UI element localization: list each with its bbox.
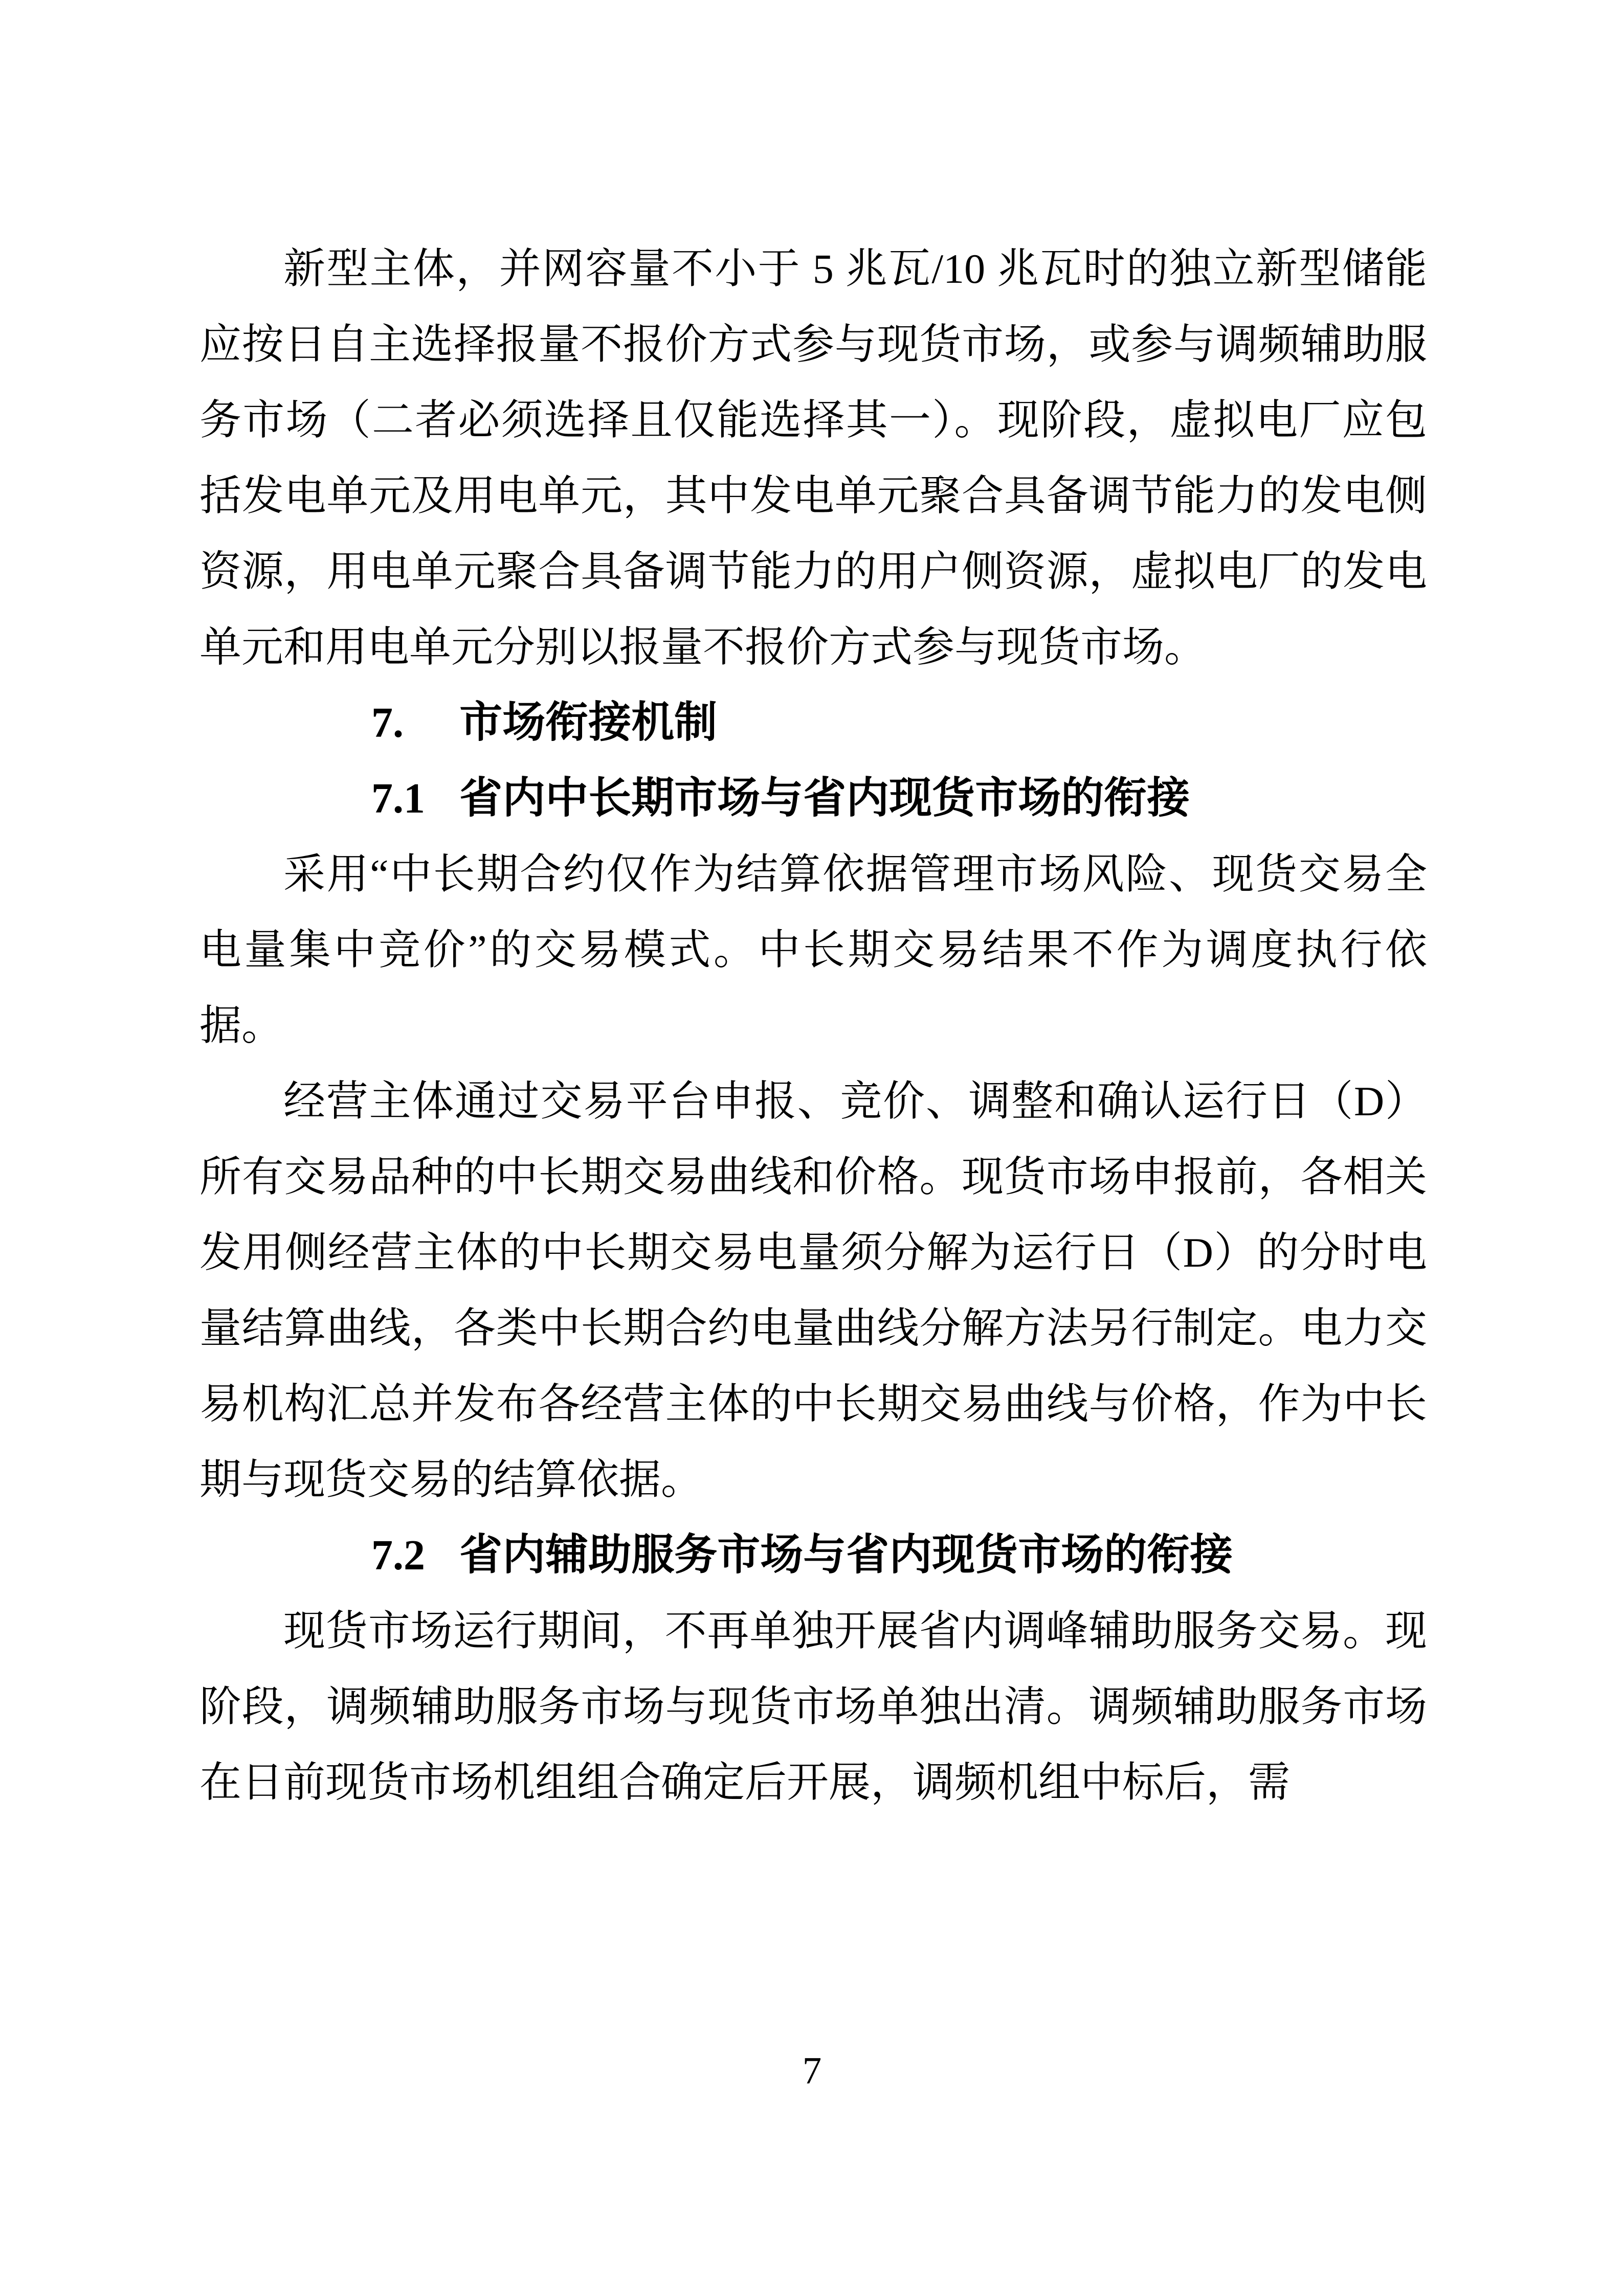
subsection-title: 省内辅助服务市场与省内现货市场的衔接	[459, 1532, 1233, 1579]
subsection-title: 省内中长期市场与省内现货市场的衔接	[459, 775, 1190, 822]
subsection-heading-7-2	[199, 1518, 1427, 1593]
page-number: 7	[802, 2050, 822, 2092]
paragraph-ancillary-services: 现货市场运行期间，不再单独开展省内调峰辅助服务交易。现阶段，调频辅助服务市场与现货市场单独出清。调频辅助服务市场在日前现货市场机组组合确定后开展，调频机组中标后，需	[199, 1608, 1427, 1806]
paragraph-storage-vpp: 新型主体，并网容量不小于 5 兆瓦/10 兆瓦时的独立新型储能应按日自主选择报量不报价方式参与现货市场，或参与调频辅助服务市场（二者必须选择且仅能选择其一）。现阶段，虚拟电厂应包括发电单元及用电单元，其中发电单元聚合具备调节能力的发电侧资源，用电单元聚合具备调节能力的用户侧资源，虚拟电厂的发电单元和用电单元分别以报量不报价方式参与现货市场。	[199, 245, 1427, 670]
section-number: 7.	[371, 699, 404, 747]
subsection-number: 7.1	[371, 775, 425, 822]
section-title: 市场衔接机制	[459, 699, 718, 747]
section-heading-7	[199, 685, 1427, 761]
subsection-heading-7-1	[199, 761, 1427, 837]
paragraph-trading-platform: 经营主体通过交易平台申报、竞价、调整和确认运行日（D）所有交易品种的中长期交易曲线和价格。现货市场申报前，各相关发用侧经营主体的中长期交易电量须分解为运行日（D）的分时电量结算曲线，各类中长期合约电量曲线分解方法另行制定。电力交易机构汇总并发布各经营主体的中长期交易曲线与价格，作为中长期与现货交易的结算依据。	[199, 1078, 1427, 1503]
paragraph-mid-long-term-mode: 采用“中长期合约仅作为结算依据管理市场风险、现货交易全电量集中竞价”的交易模式。中长期交易结果不作为调度执行依据。	[199, 851, 1427, 1049]
subsection-number: 7.2	[371, 1532, 425, 1579]
document-body	[199, 231, 1427, 1820]
